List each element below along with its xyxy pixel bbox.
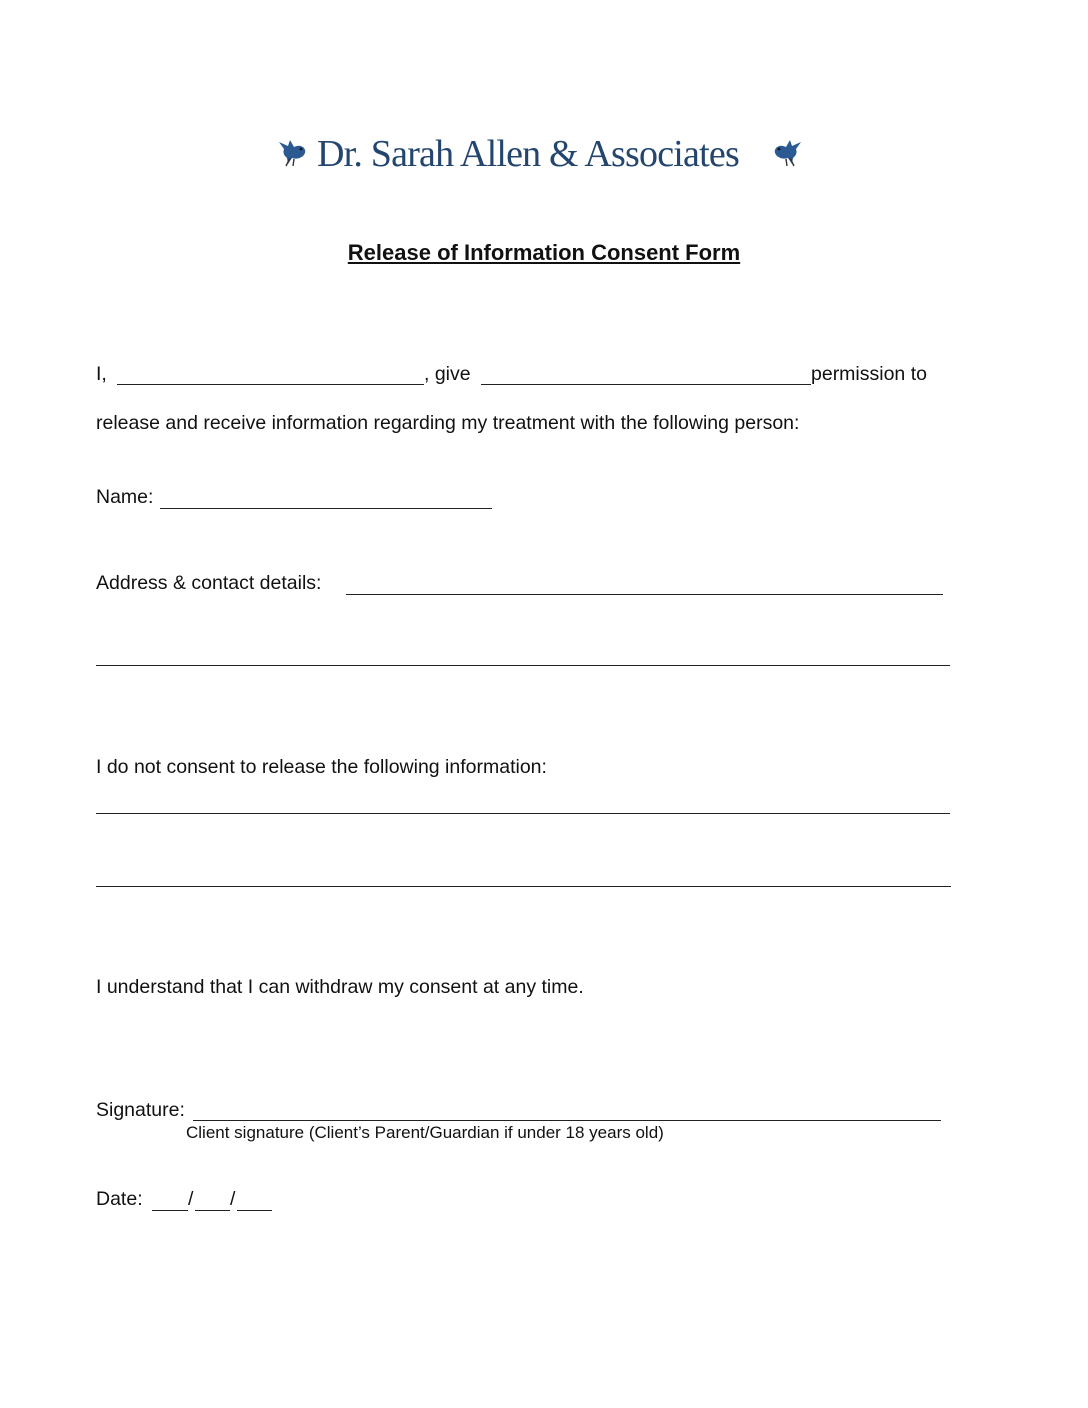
intro-permission-label: permission to [811,363,927,385]
bird-icon [276,134,312,168]
intro-give-label: , give [424,363,471,385]
address-field-line-1[interactable] [346,594,943,595]
bird-icon [768,134,804,168]
letterhead [0,130,1088,180]
no-consent-text: I do not consent to release the following information: [96,756,547,778]
address-field-line-2[interactable] [96,665,950,666]
date-label: Date: [96,1188,143,1210]
date-year-field[interactable] [237,1210,272,1211]
signature-note: Client signature (Client’s Parent/Guardian if under 18 years old) [186,1123,664,1142]
date-separator: / [230,1188,236,1210]
practitioner-field[interactable] [481,384,811,385]
brand-name: Dr. Sarah Allen & Associates [317,133,739,175]
date-separator: / [188,1188,194,1210]
name-label: Name: [96,486,154,508]
signature-field[interactable] [193,1120,941,1121]
name-field[interactable] [160,508,492,509]
intro-i-label: I, [96,363,107,385]
client-name-field[interactable] [117,384,424,385]
no-consent-field-line-1[interactable] [96,813,950,814]
release-text: release and receive information regarding my treatment with the following person: [96,412,800,434]
date-month-field[interactable] [195,1210,230,1211]
address-label: Address & contact details: [96,572,322,594]
date-day-field[interactable] [152,1210,188,1211]
no-consent-field-line-2[interactable] [96,886,951,887]
form-title: Release of Information Consent Form [347,240,741,265]
withdraw-text: I understand that I can withdraw my consent at any time. [96,976,584,998]
signature-label: Signature: [96,1099,185,1121]
